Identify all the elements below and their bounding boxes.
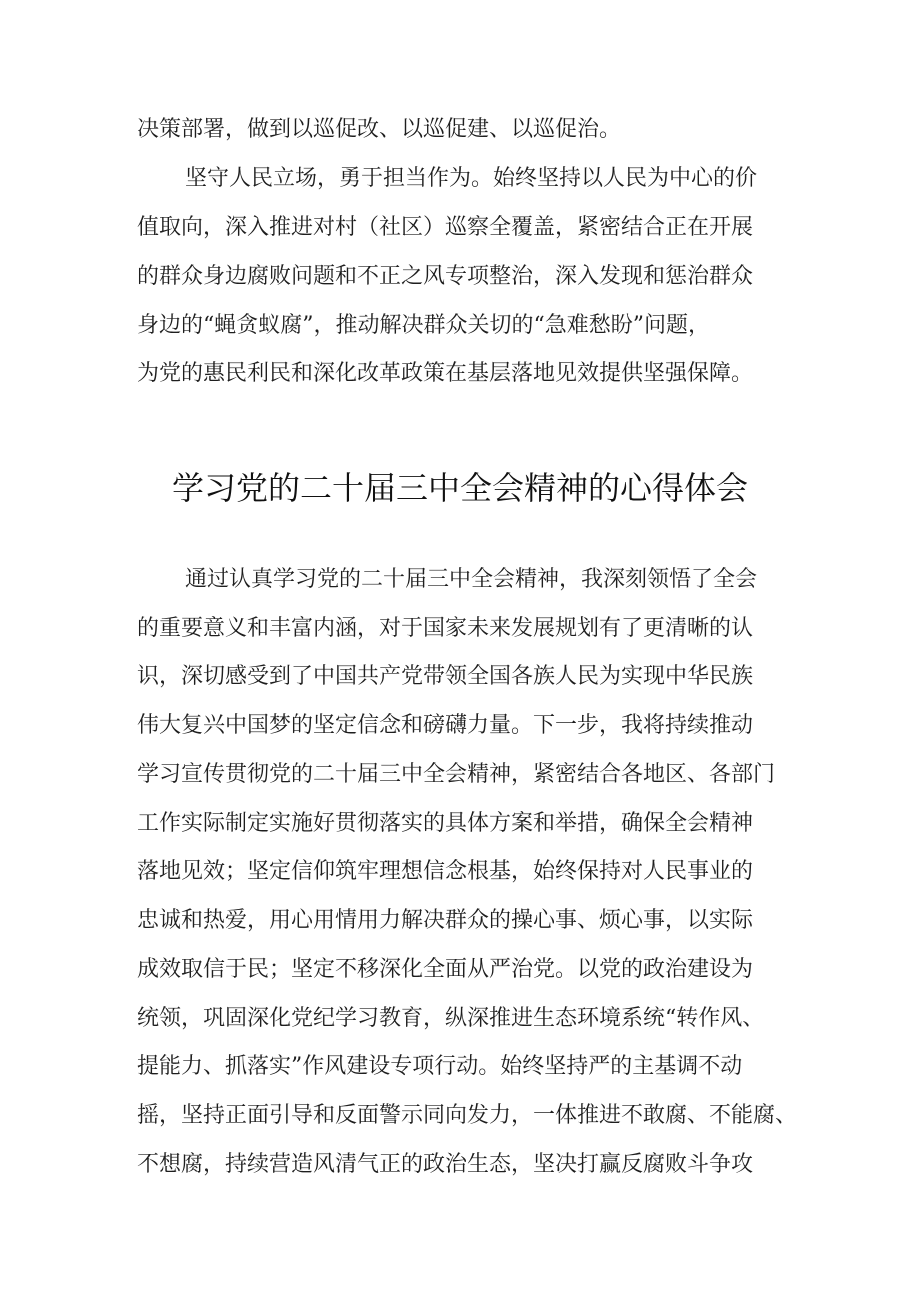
article-text-line: 成效取信于民；坚定不移深化全面从严治党。以党的政治建设为 (137, 957, 754, 982)
article-text-line: 工作实际制定实施好贯彻落实的具体方案和举措，确保全会精神 (137, 811, 754, 836)
article-text-line: 统领，巩固深化党纪学习教育，纵深推进生态环境系统“转作风、 (137, 1006, 765, 1031)
article-text-line: 忠诚和热爱，用心用情用力解决群众的操心事、烦心事，以实际 (137, 908, 754, 933)
article-text-line: 摇，坚持正面引导和反面警示同向发力，一体推进不敢腐、不能腐、 (137, 1103, 798, 1128)
article-text-line: 伟大复兴中国梦的坚定信念和磅礴力量。下一步，我将持续推动 (137, 713, 754, 738)
top-text-line: 值取向，深入推进对村（社区）巡察全覆盖，紧密结合正在开展 (137, 215, 754, 240)
top-text-line: 身边的“蝇贪蚁腐”，推动解决群众关切的“急难愁盼”问题， (137, 313, 710, 338)
top-text-line: 坚守人民立场，勇于担当作为。始终坚持以人民为中心的价 (185, 166, 758, 191)
article-text-line: 的重要意义和丰富内涵，对于国家未来发展规划有了更清晰的认 (137, 616, 754, 641)
article-text-line: 提能力、抓落实”作风建设专项行动。始终坚持严的主基调不动 (137, 1054, 743, 1079)
article-text-line: 识，深切感受到了中国共产党带领全国各族人民为实现中华民族 (137, 664, 754, 689)
top-text-line: 为党的惠民利民和深化改革政策在基层落地见效提供坚强保障。 (137, 361, 754, 386)
top-text-line: 的群众身边腐败问题和不正之风专项整治，深入发现和惩治群众 (137, 264, 754, 289)
article-text-line: 学习宣传贯彻党的二十届三中全会精神，紧密结合各地区、各部门 (137, 762, 776, 787)
article-text-line: 通过认真学习党的二十届三中全会精神，我深刻领悟了全会 (185, 567, 758, 592)
top-text-line: 决策部署，做到以巡促改、以巡促建、以巡促治。 (137, 117, 622, 142)
article-text-line: 不想腐，持续营造风清气正的政治生态，坚决打赢反腐败斗争攻 (137, 1152, 754, 1177)
article-title: 学习党的二十届三中全会精神的心得体会 (171, 469, 748, 507)
article-text-line: 落地见效；坚定信仰筑牢理想信念根基，始终保持对人民事业的 (137, 859, 754, 884)
